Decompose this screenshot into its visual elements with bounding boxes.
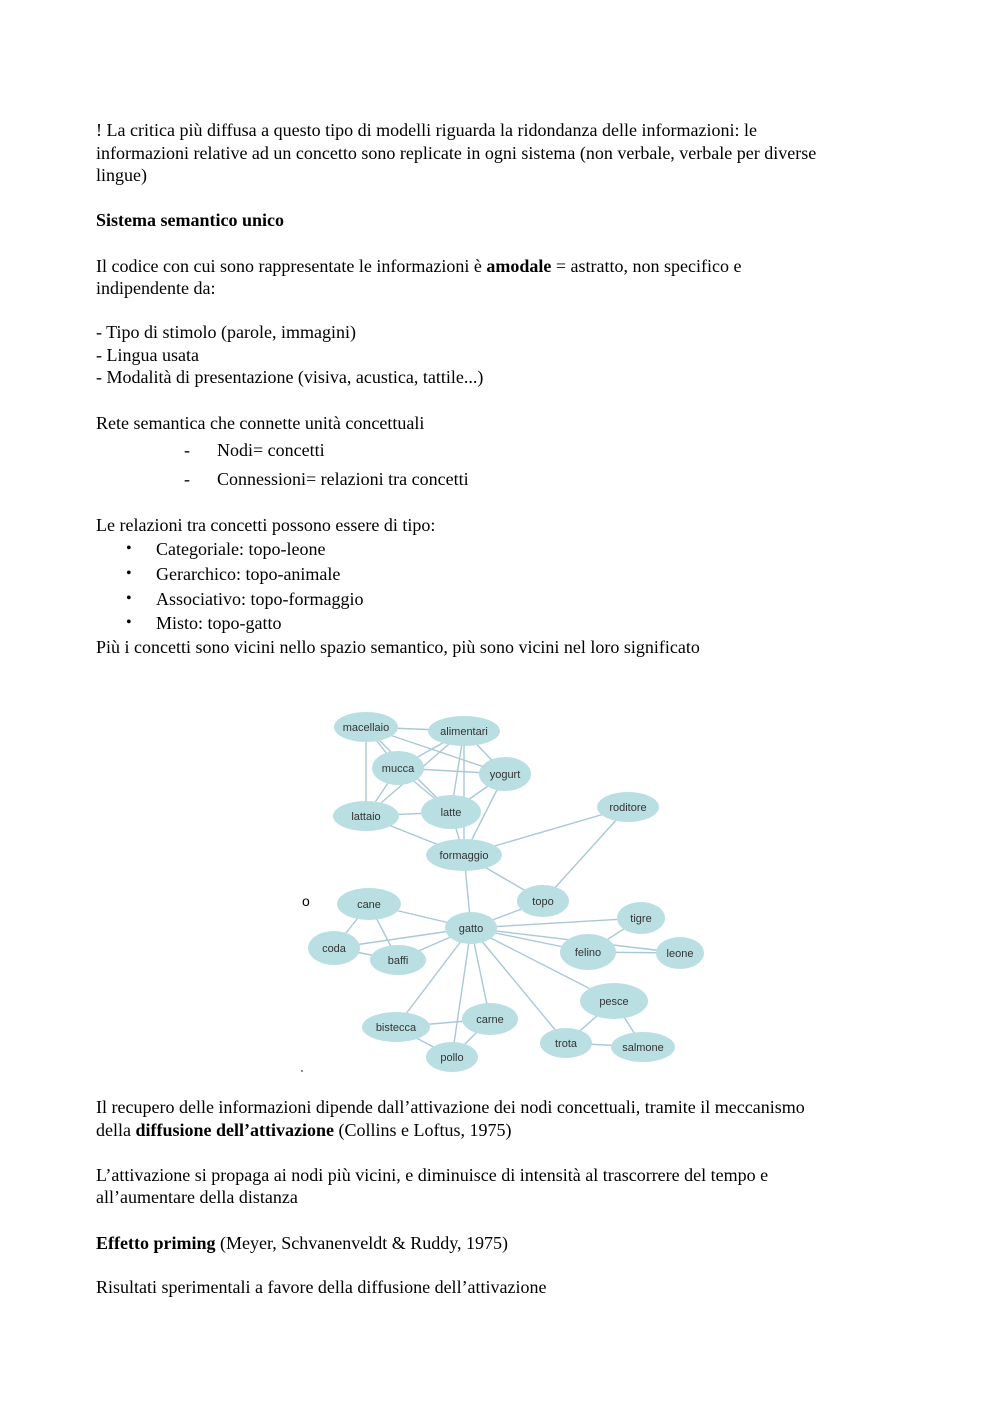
relation-item-mixed: Misto: topo-gatto (156, 613, 282, 633)
bullet-marker: • (126, 565, 132, 582)
priming-line (96, 1232, 508, 1254)
edge-gatto-bistecca (396, 928, 471, 1027)
node-trota (540, 1028, 592, 1058)
node-topo (517, 885, 569, 917)
node-label: topo (532, 896, 554, 908)
relations-closing: Più i concetti sono vicini nello spazio semantico, più sono vicini nel loro significato (96, 637, 700, 657)
node-latte (421, 795, 481, 829)
results-line: Risultati sperimentali a favore della diffusione dell’attivazione (96, 1277, 547, 1297)
node-label: lattaio (351, 811, 381, 823)
network-nodes (308, 712, 704, 1072)
activation-line-1: L’attivazione si propaga ai nodi più vicini, e diminuisce di intensità al trascorrere del tempo e (96, 1165, 769, 1185)
node-felino (560, 934, 616, 970)
stray-mark: o (302, 893, 310, 909)
retrieval-line-1: Il recupero delle informazioni dipende dall’attivazione dei nodi concettuali, tramite il meccanismo (96, 1097, 805, 1117)
node-salmone (611, 1032, 675, 1062)
bullet-marker: • (126, 540, 132, 557)
code-post: = astratto, non specifico e (551, 256, 742, 276)
node-carne (462, 1003, 518, 1035)
node-label: bistecca (375, 1022, 417, 1034)
node-label: roditore (609, 802, 647, 814)
node-label: alimentari (440, 726, 488, 738)
node-tigre (617, 902, 665, 934)
section-heading (96, 209, 284, 231)
section-heading-text: Sistema semantico unico (96, 210, 284, 230)
semantic-network-figure (296, 690, 716, 1080)
stray-dot (301, 1070, 303, 1072)
node-label: trota (554, 1038, 578, 1050)
retrieval-line-2 (96, 1119, 511, 1141)
node-label: leone (666, 948, 694, 960)
network-item-connections: Connessioni= relazioni tra concetti (217, 469, 469, 489)
node-label: coda (322, 943, 346, 955)
bullet-marker: • (126, 614, 132, 631)
diffusion-term: diffusione dell’attivazione (135, 1120, 334, 1140)
node-baffi (370, 945, 426, 975)
node-lattaio (333, 801, 399, 831)
node-macellaio (334, 712, 398, 742)
node-label: latte (440, 807, 462, 819)
priming-post: (Meyer, Schvanenveldt & Ruddy, 1975) (215, 1233, 509, 1253)
node-label: baffi (387, 955, 409, 967)
node-label: pesce (599, 996, 629, 1008)
independence-item-3: - Modalità di presentazione (visiva, acustica, tattile...) (96, 367, 484, 387)
node-pollo (426, 1042, 478, 1072)
relation-item-categorial: Categoriale: topo-leone (156, 539, 326, 559)
node-label: pollo (440, 1052, 464, 1064)
intro-line-2: informazioni relative ad un concetto sono replicate in ogni sistema (non verbale, verbale per diverse (96, 143, 817, 163)
activation-line-2: all’aumentare della distanza (96, 1187, 298, 1207)
node-label: yogurt (489, 769, 521, 781)
node-label: salmone (622, 1042, 664, 1054)
node-bistecca (362, 1012, 430, 1042)
code-line-2: indipendente da: (96, 278, 216, 298)
independence-item-1: - Tipo di stimolo (parole, immagini) (96, 322, 356, 342)
node-alimentari (428, 716, 500, 746)
relation-item-associative: Associativo: topo-formaggio (156, 589, 364, 609)
node-label: mucca (381, 763, 415, 775)
node-gatto (445, 912, 497, 944)
bullet-marker: • (126, 590, 132, 607)
node-label: cane (357, 899, 381, 911)
edge-gatto-pollo (452, 928, 471, 1057)
edge-roditore-topo (543, 807, 628, 901)
node-label: carne (476, 1014, 504, 1026)
priming-term: Effetto priming (96, 1233, 216, 1253)
node-yogurt (479, 757, 531, 791)
code-pre: Il codice con cui sono rappresentate le informazioni è (96, 256, 487, 276)
relation-item-hierarchic: Gerarchico: topo-animale (156, 564, 341, 584)
intro-line-1: ! La critica più diffusa a questo tipo di modelli riguarda la ridondanza delle informazioni: le (96, 120, 757, 140)
dash-marker: - (184, 440, 190, 460)
relations-intro: Le relazioni tra concetti possono essere di tipo: (96, 515, 436, 535)
node-cane (337, 888, 401, 920)
node-label: gatto (458, 923, 484, 935)
amodale-term: amodale (486, 256, 552, 276)
network-item-nodes: Nodi= concetti (217, 440, 325, 460)
node-pesce (580, 983, 648, 1019)
node-leone (656, 937, 704, 969)
retrieval-post: (Collins e Loftus, 1975) (333, 1120, 512, 1140)
node-label: formaggio (439, 850, 489, 862)
node-label: tigre (630, 913, 652, 925)
independence-item-2: - Lingua usata (96, 345, 199, 365)
node-formaggio (426, 839, 502, 871)
retrieval-pre: della (96, 1120, 136, 1140)
node-label: felino (574, 947, 602, 959)
node-mucca (372, 751, 424, 785)
node-roditore (597, 792, 659, 822)
dash-marker: - (184, 469, 190, 489)
node-coda (308, 931, 360, 965)
code-line-1 (96, 255, 741, 277)
node-label: macellaio (342, 722, 390, 734)
intro-line-3: lingue) (96, 165, 147, 185)
network-intro: Rete semantica che connette unità concettuali (96, 413, 425, 433)
